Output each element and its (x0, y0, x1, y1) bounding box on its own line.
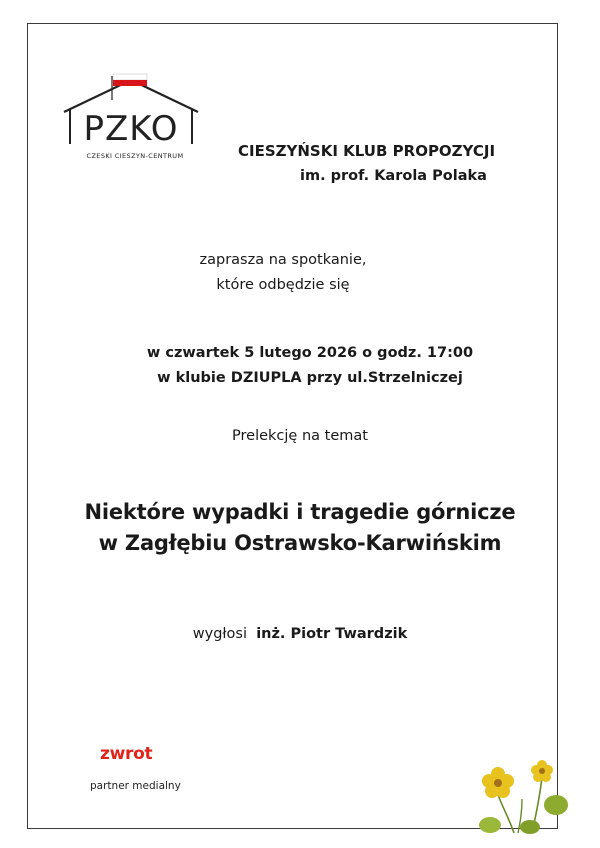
lecture-title-line-1: Niektóre wypadki i tragedie górnicze (84, 500, 516, 524)
speaker-line (120, 626, 480, 642)
pzko-logo (60, 72, 202, 164)
event-date-time: w czwartek 5 lutego 2026 o godz. 17:00 (146, 345, 474, 361)
speaker-name: inż. Piotr Twardzik (256, 626, 408, 642)
media-partner-label: partner medialny (90, 780, 181, 792)
invitation-line-1: zaprasza na spotkanie, (199, 252, 367, 268)
lecture-title-line-2: w Zagłębiu Ostrawsko-Karwińskim (98, 531, 502, 555)
logo-text: PZKO (83, 109, 179, 149)
media-partner-logo: zwrot (100, 744, 153, 764)
flowers-icon (470, 755, 570, 835)
organizer-patron: im. prof. Karola Polaka (300, 168, 487, 184)
event-location: w klubie DZIUPLA przy ul.Strzelniczej (157, 370, 463, 386)
speaker-prefix: wygłosi (192, 626, 247, 642)
logo-caption: CZESKI CIESZYN-CENTRUM (86, 152, 184, 160)
lecture-intro: Prelekcję na temat (232, 428, 368, 444)
invitation-line-2: które odbędzie się (216, 277, 350, 293)
organizer-name: CIESZYŃSKI KLUB PROPOZYCJI (238, 142, 496, 160)
